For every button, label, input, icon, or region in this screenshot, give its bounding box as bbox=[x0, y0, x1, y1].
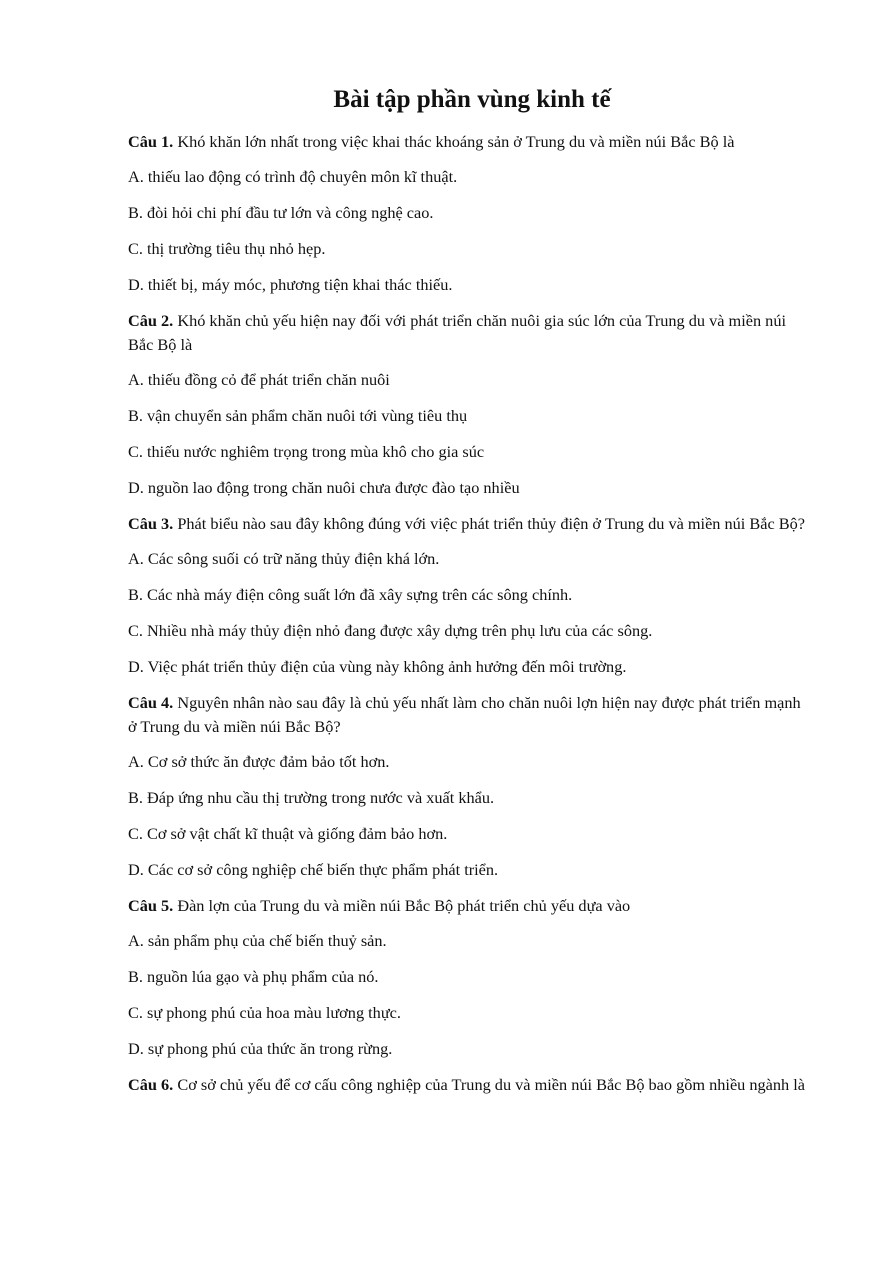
answer-option: C. Cơ sở vật chất kĩ thuật và giống đảm bảo hơn. bbox=[128, 824, 448, 843]
question-3 bbox=[128, 512, 808, 679]
answer-option: D. thiết bị, máy móc, phương tiện khai thác thiếu. bbox=[128, 275, 453, 294]
question-body: Khó khăn chủ yếu hiện nay đối với phát triển chăn nuôi gia súc lớn của Trung du và miền núi Bắc Bộ là bbox=[128, 311, 786, 354]
answer-option: D. Việc phát triển thủy điện của vùng này không ảnh hưởng đến môi trường. bbox=[128, 657, 627, 676]
answer-option: C. Nhiều nhà máy thủy điện nhỏ đang được xây dựng trên phụ lưu của các sông. bbox=[128, 621, 653, 640]
question-label: Câu 5. bbox=[128, 896, 174, 915]
answer-option: D. sự phong phú của thức ăn trong rừng. bbox=[128, 1039, 393, 1058]
answer-option: C. thiếu nước nghiêm trọng trong mùa khô cho gia súc bbox=[128, 442, 485, 461]
answer-option: A. thiếu đồng cỏ để phát triển chăn nuôi bbox=[128, 370, 390, 389]
question-body: Phát biểu nào sau đây không đúng với việc phát triển thủy điện ở Trung du và miền núi Bắc Bộ? bbox=[177, 514, 806, 533]
answer-option: B. vận chuyển sản phẩm chăn nuôi tới vùng tiêu thụ bbox=[128, 406, 468, 425]
question-text bbox=[128, 309, 808, 357]
question-text bbox=[128, 691, 808, 739]
question-body: Nguyên nhân nào sau đây là chủ yếu nhất làm cho chăn nuôi lợn hiện nay được phát triển mạnh ở Trung du và miền núi Bắc Bộ? bbox=[128, 693, 801, 736]
question-label: Câu 2. bbox=[128, 311, 174, 330]
answer-option: B. đòi hỏi chi phí đầu tư lớn và công nghệ cao. bbox=[128, 203, 434, 222]
question-label: Câu 4. bbox=[128, 693, 174, 712]
answer-option: D. Các cơ sở công nghiệp chế biến thực phẩm phát triển. bbox=[128, 860, 499, 879]
question-text bbox=[128, 512, 808, 536]
question-label: Câu 1. bbox=[128, 132, 174, 151]
answer-option: A. thiếu lao động có trình độ chuyên môn kĩ thuật. bbox=[128, 167, 458, 186]
answer-option: B. Các nhà máy điện công suất lớn đã xây sựng trên các sông chính. bbox=[128, 585, 573, 604]
document-page bbox=[128, 82, 808, 1108]
question-2 bbox=[128, 309, 808, 500]
question-6 bbox=[128, 1073, 808, 1097]
question-5 bbox=[128, 894, 808, 1061]
answer-option: A. Các sông suối có trữ năng thủy điện khá lớn. bbox=[128, 549, 440, 568]
answer-option: D. nguồn lao động trong chăn nuôi chưa được đào tạo nhiều bbox=[128, 478, 520, 497]
answer-option: A. Cơ sở thức ăn được đảm bảo tốt hơn. bbox=[128, 752, 390, 771]
page-title: Bài tập phần vùng kinh tế bbox=[333, 86, 611, 113]
question-label: Câu 6. bbox=[128, 1075, 174, 1094]
question-list bbox=[128, 130, 808, 1097]
question-1 bbox=[128, 130, 808, 297]
question-text bbox=[128, 130, 808, 154]
answer-option: C. sự phong phú của hoa màu lương thực. bbox=[128, 1003, 401, 1022]
answer-option: B. Đáp ứng nhu cầu thị trường trong nước và xuất khẩu. bbox=[128, 788, 495, 807]
answer-option: B. nguồn lúa gạo và phụ phẩm của nó. bbox=[128, 967, 379, 986]
question-body: Cơ sở chủ yếu để cơ cấu công nghiệp của Trung du và miền núi Bắc Bộ bao gồm nhiều ngành là bbox=[177, 1075, 805, 1094]
answer-option: A. sản phẩm phụ của chế biến thuỷ sản. bbox=[128, 931, 387, 950]
question-text bbox=[128, 894, 808, 918]
question-4 bbox=[128, 691, 808, 882]
question-text bbox=[128, 1073, 808, 1097]
question-label: Câu 3. bbox=[128, 514, 174, 533]
question-body: Khó khăn lớn nhất trong việc khai thác khoáng sản ở Trung du và miền núi Bắc Bộ là bbox=[177, 132, 735, 151]
question-body: Đàn lợn của Trung du và miền núi Bắc Bộ phát triển chủ yếu dựa vào bbox=[177, 896, 631, 915]
answer-option: C. thị trường tiêu thụ nhỏ hẹp. bbox=[128, 239, 326, 258]
